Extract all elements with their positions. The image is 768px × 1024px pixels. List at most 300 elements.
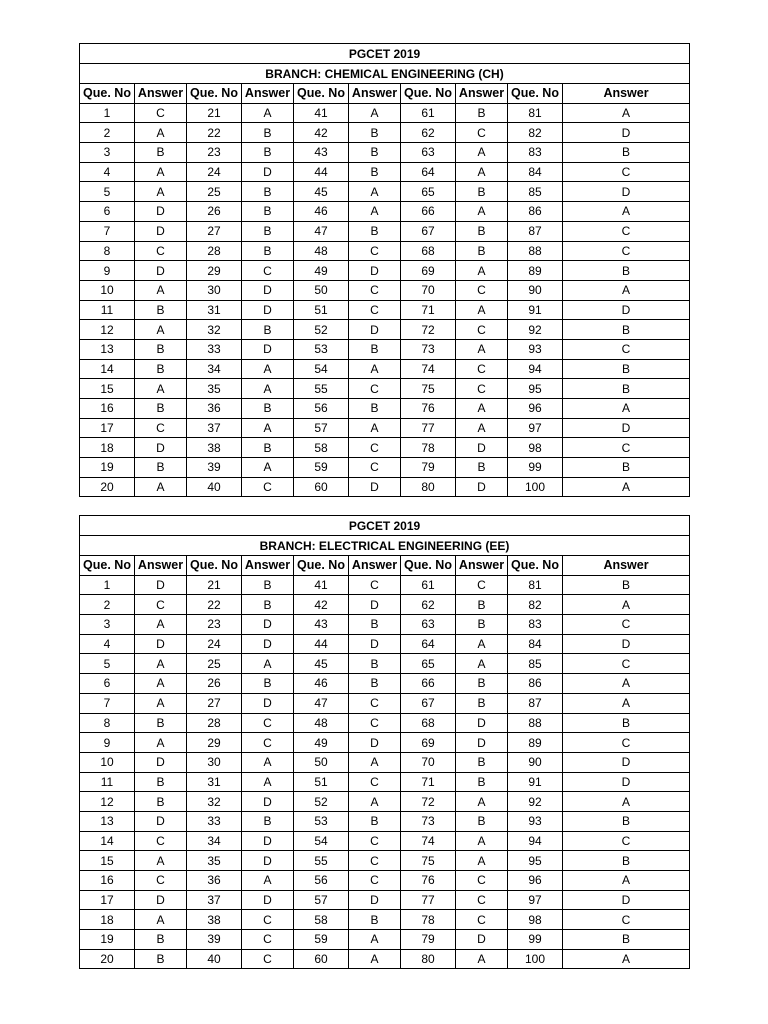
table-row [80, 182, 690, 202]
answer-cell: B [563, 930, 690, 950]
answer-cell: A [349, 202, 401, 222]
question-number-cell: 94 [508, 831, 563, 851]
question-number-cell: 32 [187, 792, 242, 812]
question-number-cell: 18 [80, 910, 135, 930]
question-number-cell: 17 [80, 418, 135, 438]
table-row [80, 851, 690, 871]
answer-cell: D [349, 320, 401, 340]
column-header: Answer [242, 556, 294, 576]
answer-cell: B [242, 674, 294, 694]
table-row [80, 910, 690, 930]
question-number-cell: 2 [80, 123, 135, 143]
question-number-cell: 29 [187, 261, 242, 281]
answer-cell: C [563, 733, 690, 753]
question-number-cell: 6 [80, 202, 135, 222]
answer-cell: D [135, 634, 187, 654]
question-number-cell: 70 [401, 752, 456, 772]
table-row [80, 162, 690, 182]
question-number-cell: 28 [187, 713, 242, 733]
question-number-cell: 80 [401, 949, 456, 969]
answer-cell: B [563, 575, 690, 595]
column-header: Que. No [508, 556, 563, 576]
table-row [80, 458, 690, 478]
answer-cell: A [563, 792, 690, 812]
table-row [80, 831, 690, 851]
answer-cell: C [242, 477, 294, 497]
question-number-cell: 86 [508, 674, 563, 694]
answer-cell: B [563, 713, 690, 733]
column-header: Answer [349, 556, 401, 576]
answer-cell: C [349, 871, 401, 891]
answer-cell: D [349, 634, 401, 654]
table-row [80, 399, 690, 419]
answer-cell: A [456, 300, 508, 320]
column-header: Answer [563, 84, 690, 104]
question-number-cell: 50 [294, 752, 349, 772]
answer-cell: D [242, 851, 294, 871]
question-number-cell: 99 [508, 458, 563, 478]
answer-cell: A [563, 399, 690, 419]
answer-cell: B [242, 575, 294, 595]
question-number-cell: 98 [508, 910, 563, 930]
question-number-cell: 90 [508, 280, 563, 300]
answer-cell: B [563, 379, 690, 399]
answer-cell: C [563, 654, 690, 674]
answer-table [79, 43, 690, 497]
question-number-cell: 20 [80, 949, 135, 969]
column-header: Que. No [508, 84, 563, 104]
question-number-cell: 26 [187, 674, 242, 694]
question-number-cell: 85 [508, 654, 563, 674]
answer-cell: A [456, 418, 508, 438]
answer-cell: D [456, 477, 508, 497]
answer-cell: B [349, 615, 401, 635]
question-number-cell: 63 [401, 143, 456, 163]
question-number-cell: 7 [80, 221, 135, 241]
answer-cell: B [456, 182, 508, 202]
question-number-cell: 76 [401, 871, 456, 891]
question-number-cell: 3 [80, 615, 135, 635]
question-number-cell: 42 [294, 123, 349, 143]
table-row [80, 438, 690, 458]
table-row [80, 418, 690, 438]
answer-cell: D [563, 634, 690, 654]
answer-cell: C [456, 359, 508, 379]
answer-cell: B [349, 162, 401, 182]
question-number-cell: 86 [508, 202, 563, 222]
answer-cell: A [135, 851, 187, 871]
answer-cell: B [456, 752, 508, 772]
answer-cell: D [563, 772, 690, 792]
table-row [80, 949, 690, 969]
answer-cell: A [456, 162, 508, 182]
table-row [80, 143, 690, 163]
answer-table [79, 515, 690, 969]
answer-cell: A [135, 379, 187, 399]
column-header: Que. No [294, 556, 349, 576]
question-number-cell: 77 [401, 890, 456, 910]
sheet-title: PGCET 2019 [80, 516, 690, 536]
question-number-cell: 93 [508, 811, 563, 831]
answer-cell: C [135, 595, 187, 615]
answer-cell: D [563, 752, 690, 772]
question-number-cell: 10 [80, 280, 135, 300]
answer-cell: A [456, 792, 508, 812]
question-number-cell: 68 [401, 713, 456, 733]
answer-cell: B [456, 772, 508, 792]
answer-cell: B [563, 851, 690, 871]
answer-cell: A [456, 143, 508, 163]
answer-cell: D [349, 733, 401, 753]
question-number-cell: 80 [401, 477, 456, 497]
question-number-cell: 69 [401, 733, 456, 753]
question-number-cell: 20 [80, 477, 135, 497]
table-row [80, 674, 690, 694]
question-number-cell: 84 [508, 162, 563, 182]
answer-cell: A [349, 418, 401, 438]
answer-cell: B [456, 458, 508, 478]
question-number-cell: 26 [187, 202, 242, 222]
question-number-cell: 12 [80, 320, 135, 340]
column-header: Que. No [401, 556, 456, 576]
question-number-cell: 23 [187, 615, 242, 635]
answer-cell: B [242, 241, 294, 261]
question-number-cell: 25 [187, 182, 242, 202]
table-row [80, 477, 690, 497]
question-number-cell: 5 [80, 654, 135, 674]
question-number-cell: 67 [401, 693, 456, 713]
question-number-cell: 83 [508, 143, 563, 163]
answer-cell: C [349, 851, 401, 871]
answer-cell: A [349, 359, 401, 379]
question-number-cell: 15 [80, 851, 135, 871]
question-number-cell: 27 [187, 221, 242, 241]
question-number-cell: 88 [508, 241, 563, 261]
answer-cell: A [242, 871, 294, 891]
question-number-cell: 19 [80, 458, 135, 478]
question-number-cell: 59 [294, 458, 349, 478]
question-number-cell: 64 [401, 162, 456, 182]
answer-cell: C [349, 772, 401, 792]
table-row [80, 123, 690, 143]
answer-cell: D [563, 300, 690, 320]
question-number-cell: 100 [508, 949, 563, 969]
question-number-cell: 45 [294, 654, 349, 674]
answer-cell: D [135, 811, 187, 831]
answer-cell: C [242, 261, 294, 281]
question-number-cell: 71 [401, 772, 456, 792]
question-number-cell: 58 [294, 910, 349, 930]
answer-cell: B [456, 103, 508, 123]
question-number-cell: 44 [294, 634, 349, 654]
question-number-cell: 49 [294, 261, 349, 281]
question-number-cell: 37 [187, 418, 242, 438]
question-number-cell: 24 [187, 634, 242, 654]
question-number-cell: 36 [187, 399, 242, 419]
question-number-cell: 10 [80, 752, 135, 772]
answer-cell: A [349, 792, 401, 812]
question-number-cell: 98 [508, 438, 563, 458]
answer-cell: A [242, 418, 294, 438]
answer-cell: A [242, 772, 294, 792]
answer-cell: B [242, 399, 294, 419]
answer-cell: B [135, 458, 187, 478]
question-number-cell: 97 [508, 418, 563, 438]
answer-cell: B [349, 399, 401, 419]
question-number-cell: 91 [508, 300, 563, 320]
question-number-cell: 47 [294, 221, 349, 241]
question-number-cell: 97 [508, 890, 563, 910]
question-number-cell: 16 [80, 399, 135, 419]
question-number-cell: 83 [508, 615, 563, 635]
question-number-cell: 11 [80, 772, 135, 792]
question-number-cell: 60 [294, 949, 349, 969]
answer-cell: A [349, 930, 401, 950]
question-number-cell: 33 [187, 811, 242, 831]
question-number-cell: 41 [294, 103, 349, 123]
question-number-cell: 47 [294, 693, 349, 713]
answer-cell: A [242, 458, 294, 478]
answer-cell: B [135, 300, 187, 320]
answer-cell: D [242, 615, 294, 635]
question-number-cell: 1 [80, 575, 135, 595]
table-row [80, 713, 690, 733]
table-row [80, 811, 690, 831]
header-row [80, 84, 690, 104]
answer-cell: B [349, 221, 401, 241]
column-header: Answer [456, 84, 508, 104]
question-number-cell: 78 [401, 910, 456, 930]
question-number-cell: 5 [80, 182, 135, 202]
answer-cell: C [135, 871, 187, 891]
answer-cell: D [242, 280, 294, 300]
answer-key-chemical [79, 43, 689, 497]
question-number-cell: 66 [401, 674, 456, 694]
answer-cell: C [349, 300, 401, 320]
question-number-cell: 49 [294, 733, 349, 753]
answer-cell: B [563, 811, 690, 831]
answer-cell: C [349, 458, 401, 478]
answer-cell: C [135, 831, 187, 851]
answer-cell: A [563, 871, 690, 891]
answer-cell: B [242, 123, 294, 143]
answer-cell: B [135, 399, 187, 419]
answer-cell: B [242, 182, 294, 202]
answer-cell: A [456, 831, 508, 851]
question-number-cell: 8 [80, 713, 135, 733]
answer-cell: B [242, 202, 294, 222]
question-number-cell: 65 [401, 654, 456, 674]
answer-cell: C [563, 339, 690, 359]
question-number-cell: 9 [80, 733, 135, 753]
question-number-cell: 50 [294, 280, 349, 300]
answer-cell: B [456, 674, 508, 694]
table-row [80, 930, 690, 950]
question-number-cell: 22 [187, 123, 242, 143]
answer-cell: A [242, 359, 294, 379]
answer-cell: A [135, 320, 187, 340]
answer-cell: C [563, 438, 690, 458]
question-number-cell: 40 [187, 477, 242, 497]
answer-cell: A [135, 654, 187, 674]
question-number-cell: 90 [508, 752, 563, 772]
answer-cell: C [456, 123, 508, 143]
question-number-cell: 22 [187, 595, 242, 615]
answer-cell: B [242, 320, 294, 340]
question-number-cell: 52 [294, 320, 349, 340]
answer-cell: A [456, 949, 508, 969]
question-number-cell: 31 [187, 772, 242, 792]
question-number-cell: 3 [80, 143, 135, 163]
answer-cell: B [349, 143, 401, 163]
answer-cell: A [242, 752, 294, 772]
table-row [80, 772, 690, 792]
answer-cell: A [563, 202, 690, 222]
question-number-cell: 69 [401, 261, 456, 281]
question-number-cell: 46 [294, 674, 349, 694]
answer-key-electrical [79, 515, 689, 969]
question-number-cell: 72 [401, 320, 456, 340]
answer-cell: B [456, 221, 508, 241]
question-number-cell: 48 [294, 241, 349, 261]
column-header: Answer [242, 84, 294, 104]
answer-cell: B [563, 261, 690, 281]
question-number-cell: 35 [187, 379, 242, 399]
question-number-cell: 77 [401, 418, 456, 438]
answer-cell: B [456, 615, 508, 635]
table-row [80, 595, 690, 615]
question-number-cell: 81 [508, 103, 563, 123]
question-number-cell: 52 [294, 792, 349, 812]
answer-cell: C [456, 320, 508, 340]
question-number-cell: 7 [80, 693, 135, 713]
answer-cell: A [456, 339, 508, 359]
answer-cell: A [456, 851, 508, 871]
answer-cell: C [135, 418, 187, 438]
question-number-cell: 95 [508, 851, 563, 871]
question-number-cell: 75 [401, 379, 456, 399]
answer-cell: B [135, 143, 187, 163]
answer-cell: C [135, 103, 187, 123]
question-number-cell: 35 [187, 851, 242, 871]
question-number-cell: 73 [401, 339, 456, 359]
question-number-cell: 79 [401, 458, 456, 478]
answer-cell: A [563, 280, 690, 300]
answer-cell: A [349, 949, 401, 969]
question-number-cell: 55 [294, 851, 349, 871]
table-row [80, 221, 690, 241]
answer-cell: D [242, 162, 294, 182]
table-row [80, 320, 690, 340]
answer-cell: C [456, 575, 508, 595]
question-number-cell: 30 [187, 280, 242, 300]
answer-cell: D [242, 890, 294, 910]
answer-cell: A [242, 654, 294, 674]
answer-cell: B [135, 359, 187, 379]
column-header: Answer [135, 556, 187, 576]
question-number-cell: 62 [401, 123, 456, 143]
answer-cell: B [135, 930, 187, 950]
answer-cell: A [563, 103, 690, 123]
question-number-cell: 46 [294, 202, 349, 222]
question-number-cell: 51 [294, 772, 349, 792]
table-row [80, 261, 690, 281]
column-header: Answer [456, 556, 508, 576]
question-number-cell: 42 [294, 595, 349, 615]
table-row [80, 339, 690, 359]
question-number-cell: 59 [294, 930, 349, 950]
answer-cell: D [135, 752, 187, 772]
question-number-cell: 21 [187, 103, 242, 123]
answer-cell: A [135, 182, 187, 202]
column-header: Answer [349, 84, 401, 104]
question-number-cell: 1 [80, 103, 135, 123]
answer-cell: B [456, 693, 508, 713]
question-number-cell: 99 [508, 930, 563, 950]
answer-cell: B [242, 438, 294, 458]
answer-cell: B [349, 811, 401, 831]
answer-cell: C [242, 733, 294, 753]
table-row [80, 890, 690, 910]
question-number-cell: 28 [187, 241, 242, 261]
answer-cell: C [349, 693, 401, 713]
table-row [80, 575, 690, 595]
answer-cell: B [135, 792, 187, 812]
column-header: Que. No [187, 556, 242, 576]
question-number-cell: 34 [187, 359, 242, 379]
answer-cell: D [242, 792, 294, 812]
question-number-cell: 34 [187, 831, 242, 851]
answer-cell: D [563, 418, 690, 438]
answer-cell: B [456, 595, 508, 615]
question-number-cell: 24 [187, 162, 242, 182]
question-number-cell: 15 [80, 379, 135, 399]
answer-cell: C [242, 713, 294, 733]
table-row [80, 359, 690, 379]
question-number-cell: 75 [401, 851, 456, 871]
question-number-cell: 54 [294, 831, 349, 851]
question-number-cell: 61 [401, 103, 456, 123]
question-number-cell: 53 [294, 339, 349, 359]
question-number-cell: 43 [294, 143, 349, 163]
question-number-cell: 85 [508, 182, 563, 202]
question-number-cell: 73 [401, 811, 456, 831]
question-number-cell: 64 [401, 634, 456, 654]
answer-cell: B [242, 811, 294, 831]
answer-cell: A [135, 733, 187, 753]
question-number-cell: 96 [508, 399, 563, 419]
question-number-cell: 55 [294, 379, 349, 399]
question-number-cell: 17 [80, 890, 135, 910]
answer-cell: D [349, 261, 401, 281]
answer-cell: D [349, 890, 401, 910]
question-number-cell: 27 [187, 693, 242, 713]
answer-cell: B [242, 143, 294, 163]
question-number-cell: 94 [508, 359, 563, 379]
question-number-cell: 8 [80, 241, 135, 261]
answer-cell: B [135, 949, 187, 969]
answer-cell: B [349, 123, 401, 143]
answer-cell: A [135, 674, 187, 694]
answer-cell: A [242, 103, 294, 123]
table-row [80, 693, 690, 713]
question-number-cell: 31 [187, 300, 242, 320]
answer-cell: B [135, 772, 187, 792]
question-number-cell: 36 [187, 871, 242, 891]
question-number-cell: 67 [401, 221, 456, 241]
question-number-cell: 38 [187, 438, 242, 458]
question-number-cell: 29 [187, 733, 242, 753]
